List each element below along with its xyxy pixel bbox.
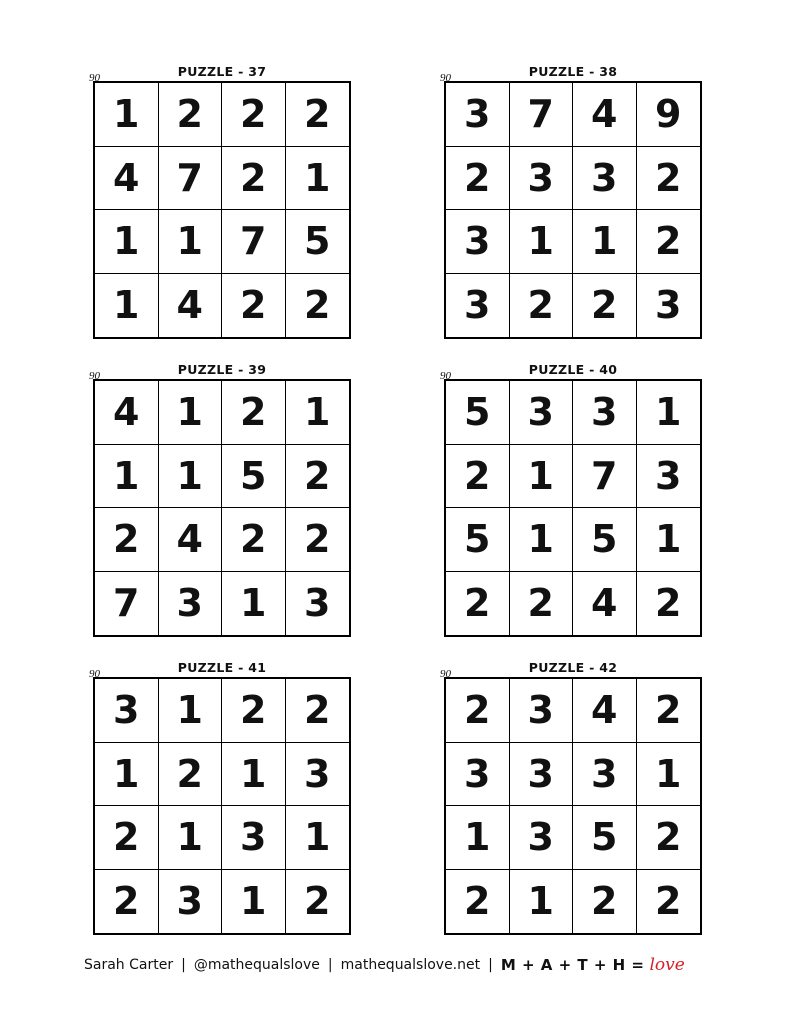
puzzle-title: PUZZLE - 40: [528, 362, 618, 377]
puzzle-title: PUZZLE - 42: [528, 660, 618, 675]
grid-cell: 3: [304, 581, 331, 626]
grid-cell: 2: [222, 83, 286, 147]
puzzle-grid: [444, 379, 702, 637]
grid-cell: 4: [573, 83, 637, 147]
footer-brand-love: love: [649, 955, 685, 975]
grid-cell: 2: [95, 870, 159, 934]
grid-cell: 2: [222, 381, 286, 445]
grid-cell: 2: [286, 679, 350, 743]
grid-cell: 1: [286, 806, 350, 870]
grid-cell: 1: [637, 743, 701, 807]
grid-cell: 1: [286, 147, 350, 211]
grid-cell: 1: [222, 870, 286, 934]
puzzle-target-number: 90: [440, 72, 451, 84]
grid-cell: 2: [446, 870, 510, 934]
grid-cell: 1: [637, 381, 701, 445]
grid-cell: 2: [446, 572, 510, 636]
grid-cell: 1: [159, 445, 223, 509]
grid-cell: 7: [222, 210, 286, 274]
grid-cell: 1: [222, 743, 286, 807]
grid-cell: 2: [304, 879, 331, 924]
footer-website: mathequalslove.net: [340, 957, 481, 973]
grid-cell: 2: [446, 679, 510, 743]
grid-cell: 3: [286, 743, 350, 807]
grid-cell: 3: [159, 870, 223, 934]
grid-cell: 1: [222, 572, 286, 636]
grid-cell: 3: [510, 743, 574, 807]
footer-brand-equation: M + A + T + H =: [500, 956, 645, 974]
grid-cell: 4: [95, 147, 159, 211]
grid-cell: 2: [655, 581, 682, 626]
puzzle-grid: [444, 81, 702, 339]
grid-cell: 2: [446, 445, 510, 509]
grid-cell: 2: [222, 147, 286, 211]
grid-cell: 3: [510, 381, 574, 445]
grid-cell: 3: [573, 743, 637, 807]
puzzle-target-number: 90: [440, 370, 451, 382]
grid-cell: 2: [95, 806, 159, 870]
grid-cell: 2: [637, 210, 701, 274]
grid-cell: 2: [573, 274, 637, 338]
grid-cell: 1: [95, 445, 159, 509]
grid-cell: 3: [510, 679, 574, 743]
grid-cell: 3: [446, 743, 510, 807]
grid-cell: 3: [159, 572, 223, 636]
puzzle-title: PUZZLE - 37: [177, 64, 267, 79]
footer-handle: @mathequalslove: [193, 957, 320, 973]
grid-cell: 2: [222, 508, 286, 572]
grid-cell: 2: [446, 147, 510, 211]
puzzle-title: PUZZLE - 41: [177, 660, 267, 675]
puzzle-target-number: 90: [89, 370, 100, 382]
grid-cell: 7: [573, 445, 637, 509]
grid-cell: 5: [446, 508, 510, 572]
grid-cell: 2: [573, 870, 637, 934]
grid-cell: 2: [286, 508, 350, 572]
grid-cell: 3: [655, 283, 682, 328]
grid-cell: 1: [95, 210, 159, 274]
puzzle-grid: [444, 677, 702, 935]
grid-cell: 3: [222, 806, 286, 870]
grid-cell: 4: [573, 679, 637, 743]
grid-cell: 1: [95, 274, 159, 338]
grid-cell: 4: [159, 508, 223, 572]
grid-cell: 7: [159, 147, 223, 211]
grid-cell: 2: [159, 743, 223, 807]
grid-cell: 7: [95, 572, 159, 636]
grid-cell: 3: [510, 147, 574, 211]
grid-cell: 7: [510, 83, 574, 147]
grid-cell: 3: [446, 274, 510, 338]
grid-cell: 2: [159, 83, 223, 147]
grid-cell: 2: [637, 147, 701, 211]
grid-cell: 1: [510, 870, 574, 934]
grid-cell: 2: [286, 445, 350, 509]
grid-cell: 5: [222, 445, 286, 509]
grid-cell: 4: [573, 572, 637, 636]
grid-cell: 2: [637, 806, 701, 870]
grid-cell: 4: [159, 274, 223, 338]
puzzle-title: PUZZLE - 38: [528, 64, 618, 79]
grid-cell: 1: [159, 806, 223, 870]
puzzle-title: PUZZLE - 39: [177, 362, 267, 377]
grid-cell: 2: [222, 274, 286, 338]
grid-cell: 1: [159, 210, 223, 274]
grid-cell: 2: [95, 508, 159, 572]
grid-cell: 4: [95, 381, 159, 445]
grid-cell: 1: [510, 445, 574, 509]
puzzle-target-number: 90: [89, 72, 100, 84]
grid-cell: 2: [304, 283, 331, 328]
grid-cell: 2: [655, 879, 682, 924]
puzzle-grid: [93, 81, 351, 339]
footer-separator: |: [181, 957, 186, 973]
footer-separator: |: [327, 957, 333, 973]
grid-cell: 1: [510, 508, 574, 572]
grid-cell: 2: [286, 83, 350, 147]
footer: [84, 955, 685, 975]
grid-cell: 1: [286, 381, 350, 445]
grid-cell: 3: [573, 147, 637, 211]
grid-cell: 1: [510, 210, 574, 274]
grid-cell: 1: [446, 806, 510, 870]
footer-author: Sarah Carter: [84, 957, 174, 973]
grid-cell: 1: [573, 210, 637, 274]
grid-cell: 2: [510, 274, 574, 338]
grid-cell: 3: [95, 679, 159, 743]
grid-cell: 3: [573, 381, 637, 445]
grid-cell: 2: [222, 679, 286, 743]
grid-cell: 5: [446, 381, 510, 445]
grid-cell: 3: [446, 83, 510, 147]
grid-cell: 1: [95, 743, 159, 807]
grid-cell: 1: [159, 381, 223, 445]
puzzle-target-number: 90: [89, 668, 100, 680]
grid-cell: 5: [286, 210, 350, 274]
puzzle-grid: [93, 677, 351, 935]
grid-cell: 1: [95, 83, 159, 147]
grid-cell: 9: [637, 83, 701, 147]
grid-cell: 3: [510, 806, 574, 870]
grid-cell: 1: [159, 679, 223, 743]
footer-separator: |: [488, 957, 493, 973]
grid-cell: 2: [510, 572, 574, 636]
grid-cell: 5: [573, 806, 637, 870]
puzzle-grid: [93, 379, 351, 637]
puzzle-target-number: 90: [440, 668, 451, 680]
grid-cell: 5: [573, 508, 637, 572]
grid-cell: 2: [637, 679, 701, 743]
grid-cell: 1: [637, 508, 701, 572]
grid-cell: 3: [446, 210, 510, 274]
grid-cell: 3: [637, 445, 701, 509]
